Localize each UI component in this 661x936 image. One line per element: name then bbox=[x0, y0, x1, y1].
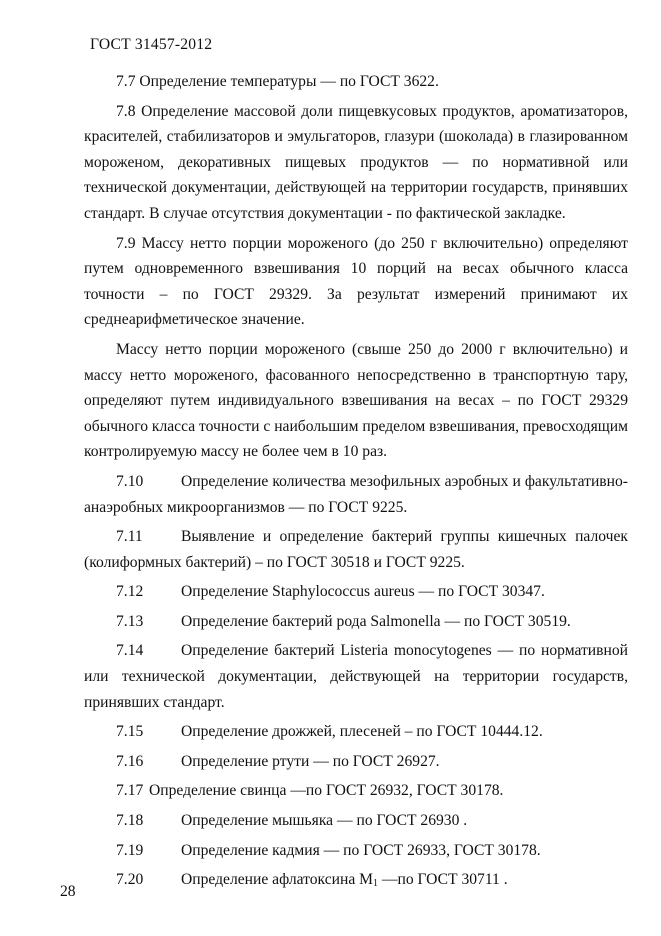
section-7-10 bbox=[84, 469, 628, 520]
section-number: 7.18 bbox=[116, 812, 144, 830]
section-7-16 bbox=[84, 749, 628, 775]
section-number: 7.15 bbox=[116, 723, 144, 741]
section-text: Определение количества мезофильных аэробных и факультативно-анаэробных микроорганизмов — по ГОСТ 9225. bbox=[84, 472, 628, 516]
section-text: Определение кадмия — по ГОСТ 26933, ГОСТ 30178. bbox=[181, 841, 541, 859]
section-7-14 bbox=[84, 638, 628, 715]
section-7-13 bbox=[84, 609, 628, 635]
section-text: Определение ртути — по ГОСТ 26927. bbox=[181, 752, 440, 770]
section-text-before: Определение афлатоксина M bbox=[181, 871, 374, 889]
section-number: 7.11 bbox=[116, 528, 143, 546]
page-number: 28 bbox=[60, 883, 76, 900]
section-7-8: 7.8 Определение массовой доли пищевкусовых продуктов, ароматизаторов, красителей, стабилизаторов и эмульгаторов, глазури (шоколада) в глазированном мороженом, декоративных пищевых продуктов — по нормативной или технической документации, действующей на территории государств, принявших стандарт. В случае отсутствия документации - по фактической закладке. bbox=[84, 102, 628, 222]
section-7-18 bbox=[84, 808, 628, 834]
section-7-20 bbox=[84, 867, 628, 897]
section-number: 7.14 bbox=[116, 642, 144, 660]
section-number: 7.17 bbox=[116, 782, 144, 800]
section-text: Определение бактерий Listeria monocytogenes — по нормативной или технической документации, действующей на территории государств, принявших стандарт. bbox=[84, 642, 628, 711]
section-text: Определение Staphylococcus aureus — по ГОСТ 30347. bbox=[181, 583, 545, 601]
section-7-9: 7.9 Массу нетто порции мороженого (до 250 г включительно) определяют путем одновременного взвешивания 10 порций на весах обычного класса точности – по ГОСТ 29329. За результат измерений принимают их среднеарифметическое значение. bbox=[84, 234, 628, 329]
section-7-15 bbox=[84, 719, 628, 745]
section-7-17 bbox=[84, 778, 628, 804]
section-number: 7.20 bbox=[116, 871, 144, 889]
section-7-7: 7.7 Определение температуры — по ГОСТ 3622. bbox=[116, 73, 439, 90]
section-7-11 bbox=[84, 524, 628, 575]
section-text-after: —по ГОСТ 30711 . bbox=[378, 871, 508, 889]
subscript: 1 bbox=[373, 878, 379, 890]
section-7-19 bbox=[84, 838, 628, 864]
section-number: 7.19 bbox=[116, 841, 144, 859]
section-text: Выявление и определение бактерий группы кишечных палочек (колиформных бактерий) – по ГОСТ 30518 и ГОСТ 9225. bbox=[84, 528, 628, 571]
section-text: Определение дрожжей, плесеней – по ГОСТ 10444.12. bbox=[181, 723, 543, 741]
document-body bbox=[84, 69, 628, 901]
section-number: 7.10 bbox=[116, 472, 144, 490]
section-7-12 bbox=[84, 579, 628, 605]
document-header: ГОСТ 31457-2012 bbox=[90, 36, 213, 53]
section-number: 7.16 bbox=[116, 752, 144, 770]
section-text: Определение мышьяка — по ГОСТ 26930 . bbox=[181, 812, 468, 830]
section-text: Определение бактерий рода Salmonella — по ГОСТ 30519. bbox=[181, 612, 571, 630]
section-number: 7.12 bbox=[116, 583, 144, 601]
section-text: Определение свинца —по ГОСТ 26932, ГОСТ 30178. bbox=[149, 782, 504, 800]
section-number: 7.13 bbox=[116, 612, 144, 630]
section-7-9-continued: Массу нетто порции мороженого (свыше 250 до 2000 г включительно) и массу нетто мороженого, фасованного непосредственно в транспортную тару, определяют путем индивидуального взвешивания на весах – по ГОСТ 29329 обычного класса точности с наибольшим пределом взвешивания, превосходящим контролируемую массу не более чем в 10 раз. bbox=[84, 340, 629, 461]
